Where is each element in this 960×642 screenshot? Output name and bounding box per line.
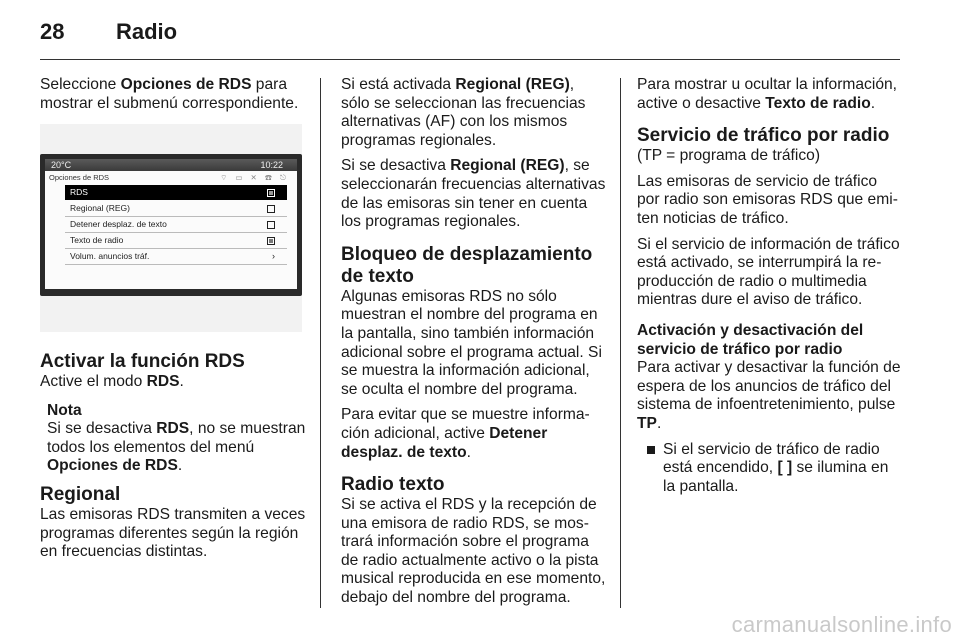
menu-item-label: RDS bbox=[70, 187, 88, 197]
checkbox-checked[interactable] bbox=[267, 237, 275, 245]
menu-item-label: Texto de radio bbox=[70, 235, 124, 245]
bullet-square-icon bbox=[647, 446, 655, 454]
option-name: Regional (REG) bbox=[455, 76, 570, 93]
menu-item-detener-desplaz[interactable] bbox=[65, 217, 287, 233]
activar-paragraph bbox=[40, 373, 306, 392]
text: Si está activada bbox=[341, 76, 456, 93]
bullet-item bbox=[637, 441, 903, 497]
regional-paragraph: Las emisoras RDS transmiten a veces programas diferentes según la región en frecuencias distintas. bbox=[40, 505, 306, 561]
infotainment-screen bbox=[40, 154, 302, 296]
menu-item-rds[interactable] bbox=[65, 185, 287, 200]
text: , no se muestran todos los elementos del menú bbox=[47, 420, 306, 456]
text: . bbox=[656, 414, 662, 432]
text: , sólo se seleccionan las frecuencias alternativas (AF) con los mismos programas regionales. bbox=[341, 76, 586, 149]
tp-definition: (TP = programa de tráfico) bbox=[637, 147, 821, 165]
text: . bbox=[177, 457, 183, 475]
heading-regional: Regional bbox=[40, 483, 121, 505]
text: . bbox=[179, 373, 184, 390]
option-name: Texto de radio bbox=[765, 94, 871, 112]
column-divider-2 bbox=[620, 78, 621, 608]
text: , se seleccionarán frecuencias alternativas de las emisoras sin tener en cuenta los programas regionales. bbox=[341, 157, 606, 231]
regional-off-paragraph bbox=[341, 157, 606, 231]
menu-item-label: Regional (REG) bbox=[70, 203, 130, 213]
text: se ilumina en la pantalla. bbox=[663, 459, 889, 495]
option-name: Regional (REG) bbox=[450, 157, 565, 175]
emisoras-paragraph: Las emisoras de servicio de tráfico por radio son emisoras RDS que emiten noticias de tráfico. bbox=[637, 172, 898, 227]
temperature-display: 20°C bbox=[51, 160, 72, 170]
bloqueo-paragraph: Algunas emisoras RDS no sólo muestran el nombre del programa en la pantalla, sino también información adicional sobre el programa actual. Si se muestra la información adicional, se oculta el nombre del programa. bbox=[341, 287, 602, 398]
page-number: 28 bbox=[40, 19, 65, 44]
bullet-text bbox=[663, 441, 903, 497]
text: . bbox=[466, 443, 471, 461]
heading-radio-texto: Radio texto bbox=[341, 474, 445, 496]
note-text bbox=[47, 420, 306, 476]
watermark: carmanualsonline.info bbox=[731, 612, 952, 637]
text: Si se desactiva bbox=[47, 420, 157, 438]
checkbox-unchecked[interactable] bbox=[267, 205, 275, 213]
heading-bloqueo: Bloqueo de desplazamiento de texto bbox=[341, 243, 593, 287]
note-title: Nota bbox=[47, 401, 82, 419]
text: Para evitar que se muestre información adicional, active bbox=[341, 406, 590, 442]
column-1 bbox=[40, 76, 306, 120]
menu-name: Opciones de RDS bbox=[120, 76, 252, 93]
heading-activacion: Activación y desactivación del servicio de tráfico por radio bbox=[637, 321, 864, 358]
text: Active el modo bbox=[40, 373, 147, 390]
checkbox-unchecked[interactable] bbox=[267, 221, 275, 229]
status-icons: ⌔ ▭ ✕ ☎ ⎋ bbox=[220, 173, 289, 182]
time-display: 10:22 bbox=[260, 160, 283, 170]
column-3 bbox=[637, 76, 903, 496]
menu-item-regional[interactable] bbox=[65, 201, 287, 217]
text: Si el servicio de tráfico de radio está encendido, bbox=[663, 440, 880, 477]
menu-item-texto-radio[interactable] bbox=[65, 233, 287, 249]
heading-servicio-trafico: Servicio de tráfico por radio bbox=[637, 125, 890, 147]
checkbox-checked[interactable] bbox=[267, 189, 275, 197]
text: . bbox=[870, 94, 876, 112]
mode-name: RDS bbox=[146, 373, 180, 390]
screen-status-bar bbox=[45, 159, 297, 171]
menu-item-volum-anuncios[interactable] bbox=[65, 249, 287, 265]
column-1-lower bbox=[40, 351, 306, 569]
mode-name: RDS bbox=[156, 420, 190, 438]
intro-paragraph bbox=[40, 76, 306, 113]
column-2 bbox=[341, 76, 606, 615]
activacion-paragraph bbox=[637, 359, 903, 433]
symbol: [ ] bbox=[777, 459, 793, 477]
heading-activar-rds: Activar la función RDS bbox=[40, 351, 245, 372]
evitar-paragraph bbox=[341, 406, 606, 462]
radio-texto-paragraph: Si se activa el RDS y la recepción de una emisora de radio RDS, se mostrará información sobre el programa de radio actualmente activo o la pista musical reproducida en ese momento, debajo del nombre del programa. bbox=[341, 496, 606, 607]
page-header-title: Radio bbox=[116, 19, 178, 44]
note-box bbox=[40, 402, 306, 476]
text: Si se desactiva bbox=[341, 157, 451, 175]
text: para mostrar el submenú correspondiente. bbox=[40, 76, 299, 112]
header-divider bbox=[40, 59, 900, 60]
chevron-right-icon: › bbox=[272, 251, 275, 261]
column-divider-1 bbox=[320, 78, 321, 608]
text: Para activar y desactivar la función de espera de los anuncios de tráfico del sistema de infoentretenimiento, pulse bbox=[637, 359, 901, 414]
option-name: Detener desplaz. de texto bbox=[341, 424, 548, 461]
menu-item-label: Volum. anuncios tráf. bbox=[70, 251, 150, 261]
texto-radio-paragraph bbox=[637, 76, 903, 113]
text: Para mostrar u ocultar la información, active o desactive bbox=[637, 76, 897, 112]
menu-item-label: Detener desplaz. de texto bbox=[70, 219, 167, 229]
menu-title: Opciones de RDS bbox=[49, 173, 110, 182]
interrupcion-paragraph: Si el servicio de información de tráfico está activado, se interrumpirá la reproducción de radio o multimedia mientras dure el aviso de tráfico. bbox=[637, 235, 900, 309]
menu-name: Opciones de RDS bbox=[47, 457, 178, 475]
button-name: TP bbox=[637, 414, 657, 432]
text: Seleccione bbox=[40, 76, 121, 93]
regional-on-paragraph bbox=[341, 76, 606, 150]
